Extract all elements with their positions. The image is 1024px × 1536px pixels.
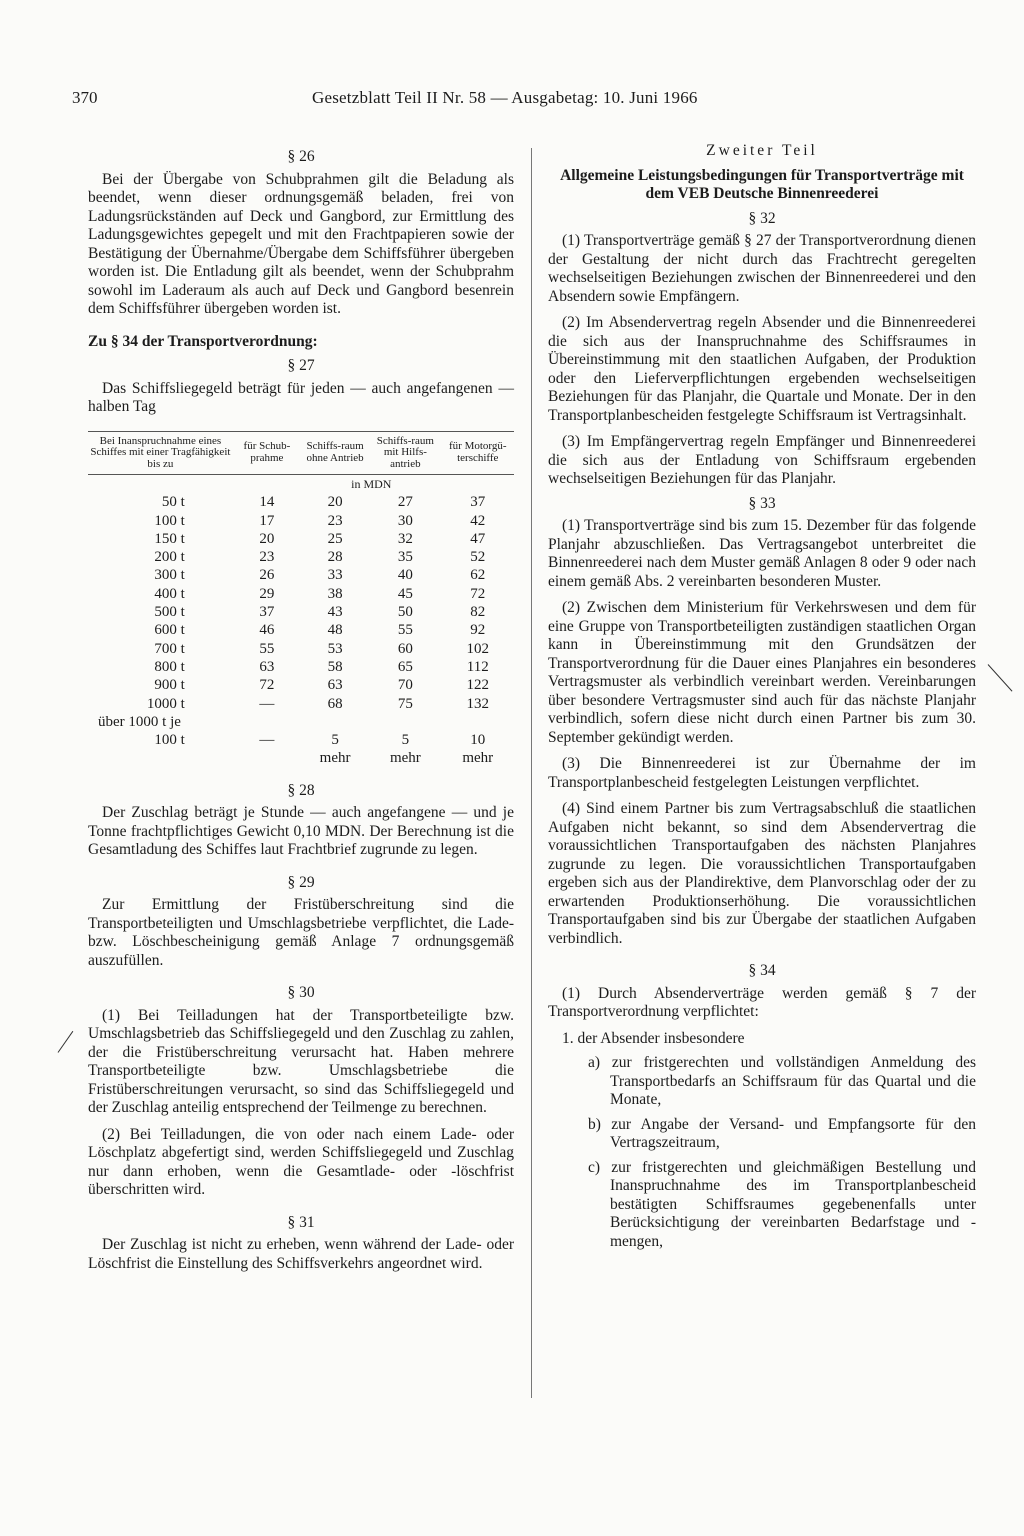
cell-tragfaehigkeit: 400 t	[154, 585, 185, 602]
section-32-title: § 32	[748, 209, 776, 227]
cell-motorgueterschiffe: 132	[466, 695, 490, 712]
cell-tragfaehigkeit: 150 t	[154, 530, 185, 547]
margin-mark-right	[988, 664, 1013, 691]
cell-schubprahme: 63	[259, 658, 275, 675]
liegegeld-table	[88, 431, 514, 768]
table-row	[88, 585, 514, 603]
table-row	[88, 548, 514, 566]
cell-tragfaehigkeit: 800 t	[154, 658, 185, 675]
page-header	[72, 88, 972, 112]
section-32-p1: (1) Transportverträge gemäß § 27 der Transportverordnung dienen der Gestaltung der nicht durch das Frachtrecht geregelten wechselseitigen Beziehungen zwischen der Binnenreederei und den Absendern sowie Empfängern.	[548, 232, 976, 305]
table-row	[88, 493, 514, 511]
section-29-text: Zur Ermittlung der Fristüberschreitung sind die Transportbeteiligten und Umschlagsbetriebe verpflichtet, die Lade- bzw. Löschbescheinigung gemäß Anlage 7 ordnungsgemäß auszufüllen.	[88, 896, 514, 969]
section-34-p1: (1) Durch Absenderverträge werden gemäß § 7 der Transportverordnung verpflichtet:	[548, 984, 976, 1020]
section-32-p3: (3) Im Empfängervertrag regeln Empfänger und Binnenreederei die sich aus der Entladung von Schiffsraum ergebenden wechselseitigen Beziehungen für das Planjahr.	[548, 433, 976, 487]
section-30-p2: (2) Bei Teilladungen, die von oder nach einem Lade- oder Löschplatz abgefertigt sind, werden Schiffsliegegeld und Zuschlag nur dann erhoben, wenn die Gesamtlade- oder -löschfrist überschritten wird.	[88, 1125, 514, 1199]
cell-mehr: mehr	[389, 750, 421, 767]
section-26-text: Bei der Übergabe von Schubprahmen gilt die Beladung als beendet, wenn dieser ordnungsgemäß beladen, frei von Ladungsrückständen auf Deck und Gangbord, zur Ermittlung des Ladungsgewichtes gepegelt und mit den Frachtpapieren sowie der Bestätigung der Übernahme/Übergabe dem Schiffsführer übergeben worden ist. Die Entladung gilt als beendet, wenn der Schubprahm sowohl im Laderaum als auch auf Deck und Gangbord besenrein dem Schiffsführer übergeben worden ist.	[88, 170, 514, 317]
cell-schubprahme: —	[259, 695, 275, 712]
cell-over-tragfaehigkeit: 100 t	[154, 732, 185, 749]
section-33-title: § 33	[748, 494, 776, 512]
table-header-row	[88, 431, 514, 475]
section-34-title: § 34	[748, 962, 776, 979]
column-divider	[531, 148, 532, 1398]
over-1000-label: über 1000 t je	[98, 713, 181, 730]
table-row	[88, 695, 514, 713]
table-row	[88, 566, 514, 584]
cell-ohne-antrieb: 68	[327, 695, 343, 712]
left-column	[88, 142, 514, 1273]
cell-motorgueterschiffe: 47	[470, 530, 486, 547]
cell-mehr: mehr	[462, 750, 494, 767]
cell-hilfsantrieb: 65	[397, 658, 413, 675]
section-32-p2: (2) Im Absendervertrag regeln Absender und die Binnenreederei die sich aus der Inanspruchnahme des Schiffsraumes in Übereinstimmung mit den staatlichen Aufgaben, der Produktion oder den Lieferverpflichtungen ergebenden wechselseitigen Beziehungen für das Planjahr, die Quartale und Monate. Der in den Transportplanbescheiden festgelegte Schiffsraum ist Vertragsinhalt.	[548, 314, 976, 424]
cell-motorgueterschiffe: 112	[466, 658, 489, 675]
table-row	[88, 658, 514, 676]
cell-hilfsantrieb: 40	[397, 567, 413, 584]
cell-ohne-antrieb: 33	[327, 567, 343, 584]
cell-over-ohne-antrieb: 5	[331, 732, 339, 749]
cell-schubprahme: 55	[259, 640, 275, 657]
cell-over-schubprahme: —	[259, 732, 275, 749]
cell-motorgueterschiffe: 102	[466, 640, 490, 657]
table-row	[88, 731, 514, 749]
cell-over-motorgueterschiffe: 10	[470, 732, 486, 749]
table-row	[88, 713, 514, 731]
cell-tragfaehigkeit: 300 t	[154, 567, 185, 584]
cell-schubprahme: 14	[259, 494, 275, 511]
section-33-p1: (1) Transportverträge sind bis zum 15. Dezember für das folgende Planjahr abzuschließen. Das Vertragsangebot unterbreitet die Binnenreederei nach dem Muster gemäß Anlagen 8 oder 9 oder nach einem gemäß Abs. 2 vereinbarten besonderen Muster.	[548, 517, 976, 590]
cell-motorgueterschiffe: 72	[470, 585, 486, 602]
section-33-p3: (3) Die Binnenreederei ist zur Übernahme der im Transportplanbescheid festgelegten Leistungen verpflichtet.	[548, 755, 976, 791]
cell-hilfsantrieb: 60	[397, 640, 413, 657]
cell-ohne-antrieb: 23	[327, 512, 343, 529]
cell-schubprahme: 29	[259, 585, 275, 602]
section-29-title: § 29	[287, 873, 315, 891]
table-row	[88, 676, 514, 694]
table-row	[88, 512, 514, 530]
cell-hilfsantrieb: 27	[397, 494, 413, 511]
margin-mark-left	[58, 1031, 74, 1053]
cell-ohne-antrieb: 25	[327, 530, 343, 547]
cell-ohne-antrieb: 43	[327, 604, 343, 621]
table-row	[88, 530, 514, 548]
list-item-1: 1. der Absender insbesondere	[562, 1029, 745, 1047]
cell-motorgueterschiffe: 92	[470, 622, 486, 639]
section-27-title: § 27	[287, 357, 315, 374]
cell-ohne-antrieb: 20	[327, 494, 343, 511]
section-33-p4: (4) Sind einem Partner bis zum Vertragsabschluß die staatlichen Aufgaben nicht bekannt, so sind dem Absendervertrag die voraussichtlichen Transportaufgaben des nächsten Planjahres zugrunde zu legen. Die voraussichtlichen Transportaufgaben ergeben sich aus der Plandirektive, dem Planvorschlag oder der zu erwartenden Produktionserhöhung. Die voraussichtlichen Transportaufgaben sind bis zur Übergabe der staatlichen Aufgaben verbindlich.	[548, 800, 976, 947]
cell-tragfaehigkeit: 700 t	[154, 640, 185, 657]
running-header: Gesetzblatt Teil II Nr. 58 — Ausgabetag: 10. Juni 1966	[312, 88, 698, 107]
cell-over-hilfsantrieb: 5	[401, 732, 410, 749]
zu-34-heading: Zu § 34 der Transportverordnung:	[88, 332, 318, 350]
table-body	[88, 475, 514, 768]
unit-row	[88, 475, 514, 494]
cell-schubprahme: 26	[259, 567, 275, 584]
cell-ohne-antrieb: 58	[327, 658, 343, 675]
cell-motorgueterschiffe: 42	[470, 512, 486, 529]
cell-hilfsantrieb: 70	[397, 677, 413, 694]
right-column	[548, 142, 976, 1251]
part-heading: Allgemeine Leistungsbedingungen für Transportverträge mit dem VEB Deutsche Binnenreederei	[560, 166, 964, 202]
cell-ohne-antrieb: 48	[327, 622, 343, 639]
section-26-title: § 26	[287, 148, 315, 165]
col-header-ohne-antrieb: Schiffs-raum ohne Antrieb	[301, 431, 369, 475]
cell-hilfsantrieb: 55	[397, 622, 413, 639]
cell-hilfsantrieb: 35	[397, 549, 413, 566]
cell-motorgueterschiffe: 82	[470, 604, 486, 621]
cell-ohne-antrieb: 63	[327, 677, 343, 694]
cell-motorgueterschiffe: 37	[470, 494, 486, 511]
cell-hilfsantrieb: 50	[397, 604, 413, 621]
cell-motorgueterschiffe: 122	[466, 677, 490, 694]
cell-schubprahme: 17	[259, 512, 275, 529]
cell-hilfsantrieb: 45	[397, 585, 413, 602]
cell-tragfaehigkeit: 50 t	[161, 494, 185, 511]
section-31-text: Der Zuschlag ist nicht zu erheben, wenn während der Lade- oder Löschfrist die Einstellung des Schiffsverkehrs angeordnet wird.	[88, 1236, 514, 1272]
section-28-text: Der Zuschlag beträgt je Stunde — auch angefangene — und je Tonne frachtpflichtiges Gewicht 0,10 MDN. Der Berechnung ist die Gesamtladung des Schiffes laut Frachtbrief zugrunde zu legen.	[88, 804, 514, 859]
cell-tragfaehigkeit: 1000 t	[146, 695, 185, 712]
cell-hilfsantrieb: 30	[397, 512, 413, 529]
section-30-p1: (1) Bei Teilladungen hat der Transportbeteiligte bzw. Umschlagsbetrieb das Schiffsliegegeld und den Zuschlag zu zahlen, der die Fristüberschreitung verursacht hat. Haben mehrere Transportbeteiligte bzw. Umschlagsbetriebe die Fristüberschreitungen verursacht, so sind das Schiffsliegegeld und der Zuschlag anteilig entsprechend der Teilmenge zu berechnen.	[88, 1006, 514, 1117]
cell-tragfaehigkeit: 600 t	[154, 622, 185, 639]
table-row	[88, 603, 514, 621]
col-header-schubprahme: für Schub-prahme	[233, 431, 301, 475]
section-31-title: § 31	[287, 1213, 315, 1231]
cell-hilfsantrieb: 75	[397, 695, 413, 712]
list-item-a: a) zur fristgerechten und vollständigen Anmeldung des Transportbedarfs an Schiffsraum für das Quartal und die Monate,	[588, 1054, 976, 1108]
section-28-title: § 28	[287, 781, 315, 799]
cell-schubprahme: 72	[259, 677, 275, 694]
cell-tragfaehigkeit: 900 t	[154, 677, 185, 694]
cell-schubprahme: 46	[259, 622, 275, 639]
cell-motorgueterschiffe: 52	[470, 549, 486, 566]
part-title: Zweiter Teil	[706, 142, 818, 159]
cell-schubprahme: 37	[259, 604, 275, 621]
section-33-p2: (2) Zwischen dem Ministerium für Verkehrswesen und dem für eine Gruppe von Transportbeteiligten zuständigen staatlichen Organ kann in Übereinstimmung mit den Grundsätzen der Transportverordnung für die Dauer eines Planjahres ein besonderes Vertragsmuster als verbindlich vereinbart werden. Vereinbarungen über besondere Vertragsmuster sind auch für das nächste Planjahr verbindlich, sofern diese nicht durch einen Partner bis zum 30. September gekündigt werden.	[548, 599, 976, 746]
cell-mehr: mehr	[319, 750, 351, 767]
cell-tragfaehigkeit: 100 t	[154, 512, 185, 529]
list-item-b: b) zur Angabe der Versand- und Empfangsorte für den Vertragszeitraum,	[588, 1115, 976, 1151]
list-item-c: c) zur fristgerechten und gleichmäßigen Bestellung und Inanspruchnahme des im Transportplanbescheid bestätigten Schiffsraumes gegebenenfalls unter Berücksichtigung der vereinbarten Bedarfstage und -mengen,	[588, 1158, 976, 1250]
cell-hilfsantrieb: 32	[397, 530, 413, 547]
cell-schubprahme: 23	[259, 549, 275, 566]
cell-tragfaehigkeit: 200 t	[154, 549, 185, 566]
unit-label: in MDN	[351, 477, 392, 491]
cell-motorgueterschiffe: 62	[470, 567, 486, 584]
table-row	[88, 749, 514, 767]
col-header-motorgueterschiffe: für Motorgü-terschiffe	[442, 431, 514, 475]
cell-schubprahme: 20	[259, 530, 275, 547]
section-30-title: § 30	[287, 984, 315, 1002]
col-header-hilfsantrieb: Schiffs-raum mit Hilfs-antrieb	[369, 431, 441, 475]
page-number: 370	[72, 88, 98, 107]
table-row	[88, 640, 514, 658]
cell-tragfaehigkeit: 500 t	[154, 604, 185, 621]
col-header-tragfaehigkeit: Bei Inanspruchnahme eines Schiffes mit einer Tragfähigkeit bis zu	[88, 431, 233, 475]
section-27-text: Das Schiffsliegegeld beträgt für jeden — auch angefangenen — halben Tag	[88, 379, 514, 415]
table-row	[88, 621, 514, 639]
cell-ohne-antrieb: 53	[327, 640, 343, 657]
cell-ohne-antrieb: 38	[327, 585, 343, 602]
cell-ohne-antrieb: 28	[327, 549, 343, 566]
